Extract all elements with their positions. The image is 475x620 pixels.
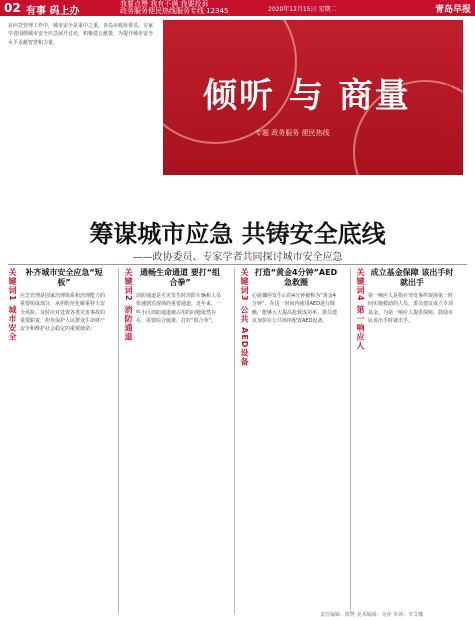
column-title: 通畅生命通道 要打“组合拳” [139,268,221,287]
page-header [0,0,475,16]
topic-banner [163,20,463,175]
column-text: 第一响应人是指在突发事件现场第一时间实施救助的人员。委员建议成立专项基金，为第一响应人提供保障，鼓励市民该出手时就出手。 [368,293,454,324]
column-3 [238,268,346,618]
column-1 [6,268,114,618]
column-title: 打造“黄金4分钟”AED急救圈 [254,268,338,287]
article-subhead: ——政协委员、专家学者共同探讨城市安全应急 [132,252,343,263]
keyword-tag: 关键词1 城市安全 [8,268,17,342]
article-headline: 筹谋城市应急 共铸安全底线 [89,219,386,248]
column-text: 应急管理是国家治理体系和治理能力的重要组成部分，承担防范化解重特大安全风险、及时应对处置各类灾害事故的重要职责，担负保护人民群众生命财产安全和维护社会稳定的重要使命。 [20,293,106,333]
divider [8,264,467,265]
column-divider [350,268,351,614]
column-4 [354,268,462,618]
column-divider [234,268,235,614]
keyword-tag: 关键词3 公共 AED设备 [240,268,249,367]
page-number: 02 [4,1,21,15]
section-name: 有事 码上办 [26,6,80,17]
slogan-line-1: 我要点赞 我有不满 我要投诉 [120,0,209,8]
column-divider [118,268,119,614]
column-text: 消防通道是火灾发生时消防车辆和人员快速到达现场的重要通道。近年来，一些小区消防通道被占用的问题依然存在，需要综合施策，打好“组合拳”。 [136,293,222,324]
column-text: 心脏骤停发生后的4分钟被称为“黄金4分钟”，在这一时间内使用AED进行除颤，能够大大提高抢救成功率。委员建议加快在公共场所配置AED设备。 [252,293,338,324]
side-label: 倾听与商量 政协委员 市民热线 [444,50,451,132]
keyword-tag: 关键词2 消防通道 [124,268,133,342]
slogan-line-2: 政务服务便民热线服务专线 12345 [120,7,229,15]
column-title: 补齐城市安全应急“短板” [25,268,103,287]
hotline-slogan [120,1,229,15]
newspaper-brand: 青岛早报 [434,5,471,15]
intro-text: 在应急管理工作中，城市安全是重中之重。青岛市政协委员、专家学者围绕城市安全应急展开讨论，积极建言献策，为提升城市安全水平贡献智慧和力量。 [8,23,154,46]
editor-credits: 责任编辑：陈菁 美术编辑：吴萍 审读：李文娜 [320,612,424,618]
banner-subtitle: 专题 政务服务 便民热线 [255,129,330,137]
issue-date: 2020年12月15日 星期二 [268,6,337,13]
banner-title: 倾听 与 商量 [203,76,411,116]
column-title: 成立基金保障 该出手时就出手 [370,268,454,287]
column-2 [122,268,230,618]
keyword-tag: 关键词4 第一响应人 [356,268,365,351]
